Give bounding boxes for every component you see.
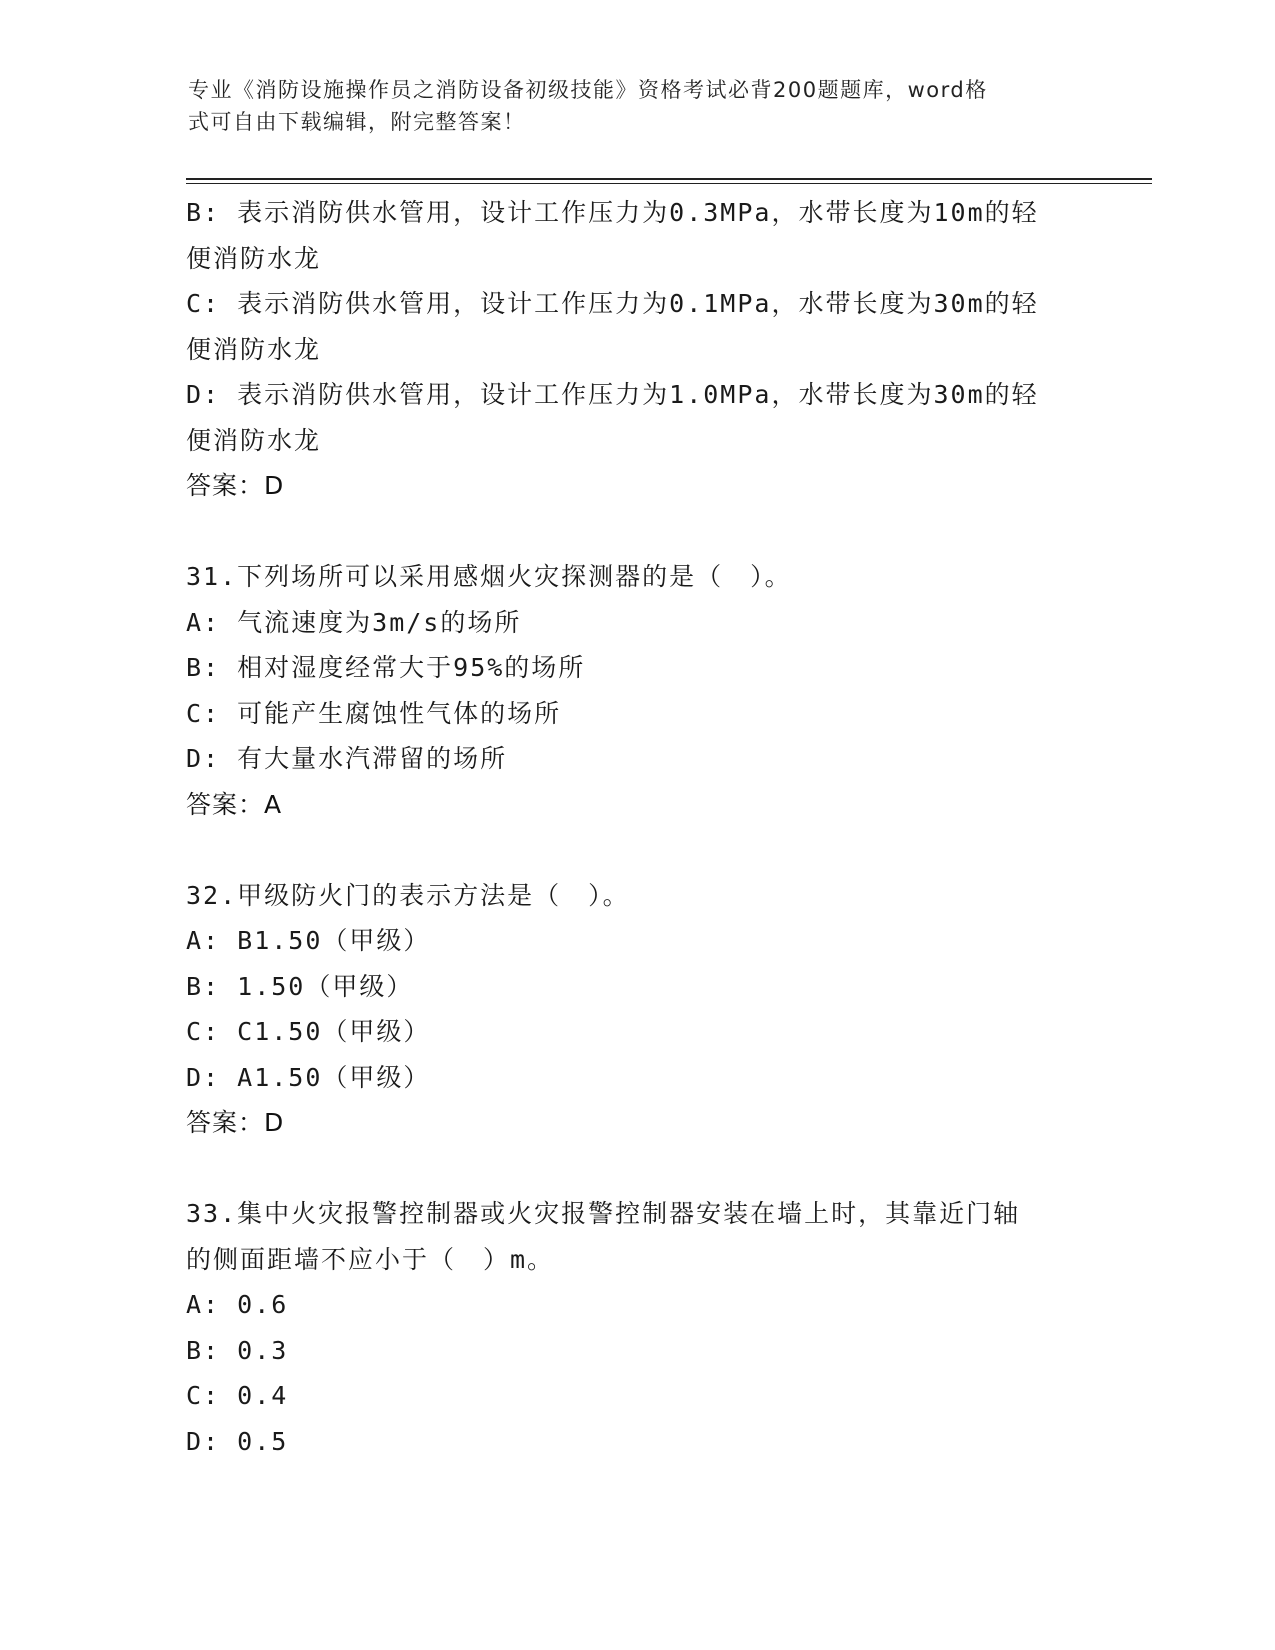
question-line: 33.集中火灾报警控制器或火灾报警控制器安装在墙上时，其靠近门轴 (186, 1199, 1021, 1228)
answer-line: 答案：D (186, 1108, 285, 1137)
header-rule-thick (186, 178, 1152, 180)
question-line: D: 0.5 (186, 1426, 289, 1456)
question-line: B: 0.3 (186, 1335, 289, 1365)
question-block (186, 190, 1086, 509)
question-block (186, 873, 1086, 1146)
question-line: B: 表示消防供水管用，设计工作压力为0.3MPa，水带长度为10m的轻 (186, 198, 1039, 227)
question-line: C: 表示消防供水管用，设计工作压力为0.1MPa，水带长度为30m的轻 (186, 289, 1039, 318)
question-line: D: 有大量水汽滞留的场所 (186, 744, 508, 773)
question-list (186, 190, 1086, 1464)
answer-line: 答案：A (186, 789, 283, 819)
question-line: A: B1.50（甲级） (186, 926, 431, 955)
header-title-line-1: 专业《消防设施操作员之消防设备初级技能》资格考试必背200题题库，word格 (188, 78, 988, 102)
question-block (186, 1191, 1086, 1464)
header-rule-thin (186, 183, 1152, 184)
question-line: 32.甲级防火门的表示方法是（ ）。 (186, 880, 630, 910)
question-line: 便消防水龙 (186, 243, 322, 273)
question-line: 便消防水龙 (186, 425, 322, 455)
question-block (186, 554, 1086, 827)
question-line: D: A1.50（甲级） (186, 1062, 431, 1092)
question-line: A: 气流速度为3m/s的场所 (186, 607, 522, 637)
question-line: 便消防水龙 (186, 334, 322, 364)
question-line: 的侧面距墙不应小于（ ）m。 (186, 1244, 555, 1274)
question-line: C: C1.50（甲级） (186, 1017, 431, 1046)
header-title-line-2: 式可自由下载编辑，附完整答案！ (188, 110, 526, 134)
question-line: D: 表示消防供水管用，设计工作压力为1.0MPa，水带长度为30m的轻 (186, 380, 1039, 409)
question-line: C: 可能产生腐蚀性气体的场所 (186, 698, 562, 728)
question-line: C: 0.4 (186, 1381, 289, 1410)
question-line: B: 相对湿度经常大于95%的场所 (186, 653, 586, 682)
question-line: A: 0.6 (186, 1290, 289, 1319)
document-header (188, 74, 1068, 138)
answer-line: 答案：D (186, 471, 285, 500)
question-line: 31.下列场所可以采用感烟火灾探测器的是（ ）。 (186, 562, 792, 591)
question-line: B: 1.50（甲级） (186, 971, 414, 1001)
block-spacer (186, 827, 1086, 873)
block-spacer (186, 509, 1086, 555)
block-spacer (186, 1146, 1086, 1192)
